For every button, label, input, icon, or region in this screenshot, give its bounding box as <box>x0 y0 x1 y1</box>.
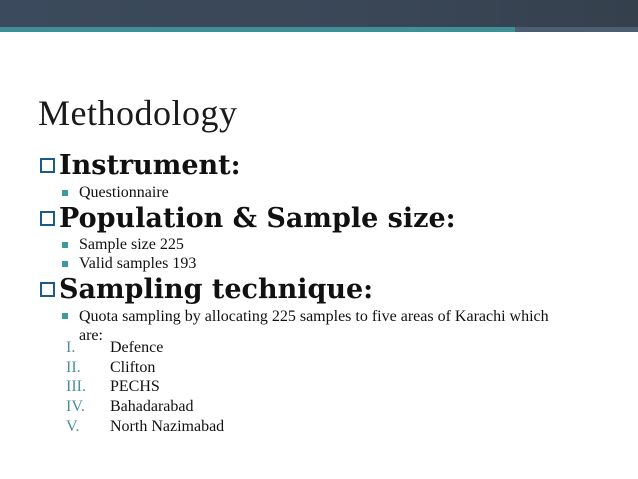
header-accent-strip-dark <box>515 27 638 32</box>
bullet-text: Questionnaire <box>79 184 169 201</box>
area-name: PECHS <box>110 378 160 395</box>
section-heading: Instrument: <box>59 150 241 181</box>
roman-numeral: II. <box>66 359 81 376</box>
bullet-text: Valid samples 193 <box>79 255 197 272</box>
area-name: North Nazimabad <box>110 418 225 435</box>
checkbox-bullet-icon <box>40 282 55 297</box>
square-bullet-icon <box>62 242 68 248</box>
list-item <box>62 184 169 202</box>
section-sampling <box>40 274 373 305</box>
checkbox-bullet-icon <box>40 211 55 226</box>
square-bullet-icon <box>62 313 68 319</box>
section-heading: Population & Sample size: <box>59 203 456 234</box>
square-bullet-icon <box>62 261 68 267</box>
list-item <box>62 255 196 273</box>
roman-numeral: V. <box>66 418 80 435</box>
bullet-text: Sample size 225 <box>79 236 184 253</box>
header-accent-strip <box>0 27 515 32</box>
area-name: Bahadarabad <box>110 398 194 415</box>
bullet-text: Quota sampling by allocating 225 samples to five areas of Karachi which are: <box>79 308 549 344</box>
roman-numeral: III. <box>66 378 86 395</box>
checkbox-bullet-icon <box>40 158 55 173</box>
roman-numeral: I. <box>66 339 76 356</box>
section-instrument <box>40 150 241 181</box>
roman-numeral: IV. <box>66 398 85 415</box>
section-population <box>40 203 456 234</box>
square-bullet-icon <box>62 190 68 196</box>
slide-title: Methodology <box>38 93 238 133</box>
header-bar <box>0 0 638 30</box>
area-name: Defence <box>110 339 164 356</box>
section-heading: Sampling technique: <box>59 274 374 305</box>
area-name: Clifton <box>110 359 156 376</box>
list-item <box>62 236 184 254</box>
